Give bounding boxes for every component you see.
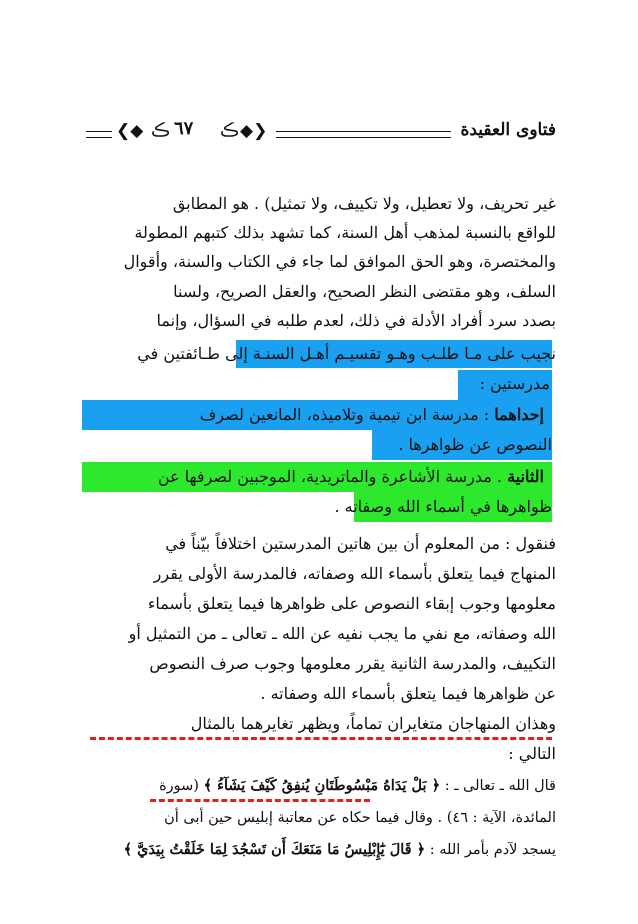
quran-verse: ﴿ قَالَ يَٰٓإِبْلِيسُ مَا مَنَعَكَ أَن تَسْجُدَ لِمَا خَلَقْتُ بِيَدَيَّ ﴾ — [123, 841, 426, 858]
text-line — [0, 307, 638, 335]
text-line — [0, 650, 638, 678]
underlined-text: وهذان المنهاجان متغايران تماماً، ويظهر تغايرهما بالمثال — [190, 714, 556, 733]
line-text: . مدرسة الأشاعرة والماتريدية، الموجبين لصرفها عن — [157, 467, 503, 486]
line-text: : مدرسة ابن تيمية وتلاميذه، المانعين لصرف — [199, 405, 490, 424]
line-text: التالي : — [508, 744, 556, 763]
label-first: إحداهما — [494, 405, 544, 424]
quran-verse: ﴿ بَلْ يَدَاهُ مَبْسُوطَتَانِ يُنفِقُ كَيْفَ يَشَآءُ ﴾ — [203, 777, 441, 794]
text-line — [0, 710, 638, 738]
text-line — [0, 248, 638, 276]
text-line — [0, 340, 638, 368]
line-text: فنقول : من المعلوم أن بين هاتين المدرستين اختلافاً بيّناً في — [165, 534, 556, 553]
ornament-left: ❮◆ — [116, 121, 144, 141]
text-line — [0, 219, 638, 247]
text-line — [0, 530, 638, 558]
line-text: المنهاج فيما يتعلق بأسماء الله وصفاته، فالمدرسة الأولى يقرر — [153, 564, 556, 583]
header-rule-left — [86, 131, 112, 138]
text-line — [0, 560, 638, 588]
ornament-right: ◆❯ — [240, 121, 268, 141]
line-text: غير تحريف، ولا تعطيل، ولا تكييف، ولا تمثيل) . هو المطابق — [172, 194, 556, 213]
line-text: نجيب على مـا طلـب — [420, 344, 556, 363]
text-line — [0, 463, 638, 491]
text-line — [0, 590, 638, 618]
line-text: السلف، وهو مقتضى النظر الصحيح، والعقل الصريح، ولسنا — [173, 282, 556, 301]
running-header — [86, 118, 556, 148]
line-text: معلومها وجوب إبقاء النصوص على ظواهرها فيما يتعلق بأسماء — [147, 594, 556, 613]
line-text: ظواهرها في أسماء الله وصفاته . — [334, 497, 552, 516]
page-number: ٦٧ — [174, 118, 194, 139]
line-text: والمختصرة، وهو الحق الموافق لما جاء في الكتاب والسنة، وأقوال — [123, 252, 556, 271]
line-text: المائدة، الآية : ٤٦) . وقال فيما حكاه عن معاتبة إبليس حين أبى أن — [164, 810, 556, 826]
line-text: مدرستين : — [479, 374, 550, 393]
label-second: الثانية — [507, 467, 544, 486]
line-text: للواقع بالنسبة لمذهب أهل السنة، كما تشهد بذلك كتبهم المطولة — [134, 223, 556, 242]
dashed-underline-b — [150, 799, 370, 802]
text-line — [0, 804, 638, 832]
line-text: عن ظواهرها فيما يتعلق بأسماء الله وصفاته . — [260, 684, 556, 703]
highlighted-text: وهـو تقسيـم أهـل السنـة إلى طـائفتين في — [137, 344, 416, 363]
book-title: فتاوى العقيدة — [460, 120, 556, 140]
text-line — [0, 190, 638, 218]
line-text: (سورة — [159, 778, 199, 794]
header-rule-right — [276, 131, 451, 138]
text-line — [0, 431, 638, 459]
line-text: بصدد سرد أفراد الأدلة في ذلك، لعدم طلبه في السؤال، وإنما — [156, 311, 556, 330]
text-line — [0, 278, 638, 306]
text-line — [0, 740, 638, 768]
text-line — [0, 680, 638, 708]
text-line — [0, 370, 638, 398]
text-line — [0, 772, 638, 800]
ornament-bracket-left: ڪ — [151, 120, 170, 141]
text-line — [0, 493, 638, 521]
line-text: الله وصفاته، مع نفي ما يجب نفيه عن الله ـ تعالى ـ من التمثيل أو — [128, 624, 556, 643]
line-text: قال الله ـ تعالى ـ : — [444, 778, 556, 794]
text-line — [0, 836, 638, 864]
text-line — [0, 620, 638, 648]
ornament-bracket-right: ڪ — [220, 120, 239, 141]
line-text: النصوص عن ظواهرها . — [398, 435, 552, 454]
line-text: يسجد لآدم بأمر الله : — [429, 842, 556, 858]
line-text: التكييف، والمدرسة الثانية يقرر معلومها وجوب صرف النصوص — [149, 654, 556, 673]
text-line — [0, 401, 638, 429]
